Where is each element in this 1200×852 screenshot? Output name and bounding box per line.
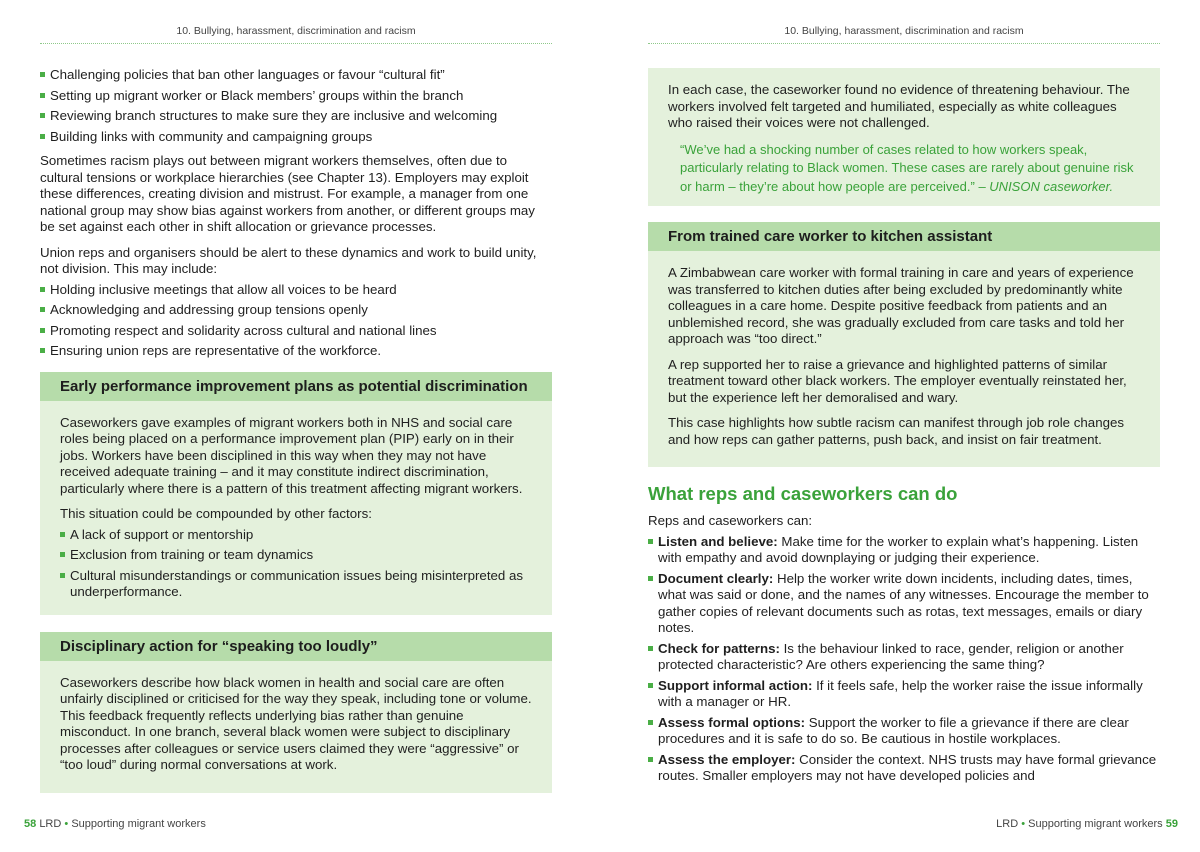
right-content — [648, 68, 1160, 789]
header-divider — [648, 43, 1160, 44]
publisher: LRD — [39, 818, 62, 830]
quote-text: “We’ve had a shocking number of cases related to how workers speak, particularly relating to Black women. These cases are rarely about genuine risk or harm – they’re about how people are perceived.” – — [680, 141, 1134, 194]
actions-bullet-list — [648, 534, 1160, 785]
left-page — [40, 0, 552, 852]
bullet-separator-icon: • — [64, 818, 69, 830]
caseworker-quote — [668, 141, 1140, 197]
box-title: From trained care worker to kitchen assistant — [648, 222, 1160, 251]
footer-right — [996, 818, 1178, 830]
list-item: Exclusion from training or team dynamics — [60, 547, 532, 564]
quote-source: UNISON caseworker. — [989, 178, 1114, 194]
box-title: Early performance improvement plans as potential discrimination — [40, 372, 552, 401]
case-box-speaking — [40, 632, 552, 793]
paragraph: This case highlights how subtle racism can manifest through job role changes and how reps can gather patterns, push back, and insist on fair treatment. — [668, 415, 1125, 447]
action-text: Is the behaviour linked to race, gender, religion or another protected characteristic? Are others experiencing the same thing? — [658, 640, 1124, 672]
paragraph: This situation could be compounded by other factors: — [60, 506, 372, 521]
list-item: Holding inclusive meetings that allow all voices to be heard — [40, 282, 552, 299]
list-item: Building links with community and campaigning groups — [40, 129, 552, 146]
intro-bullet-list — [40, 67, 552, 145]
action-lead: Listen and believe: — [658, 533, 778, 549]
list-item: A lack of support or mentorship — [60, 527, 532, 544]
action-lead: Assess formal options: — [658, 714, 806, 730]
case-box-kitchen — [648, 222, 1160, 467]
list-item: Cultural misunderstandings or communication issues being misinterpreted as underperformance. — [60, 568, 532, 601]
running-head: 10. Bullying, harassment, discrimination and racism — [176, 25, 416, 37]
bullet-separator-icon: • — [1021, 818, 1026, 830]
list-item: Reviewing branch structures to make sure they are inclusive and welcoming — [40, 108, 552, 125]
page-number: 58 — [24, 818, 37, 830]
box-title: Disciplinary action for “speaking too loudly” — [40, 632, 552, 661]
footer-left — [24, 818, 206, 830]
box-body — [40, 661, 552, 793]
list-item: Challenging policies that ban other languages or favour “cultural fit” — [40, 67, 552, 84]
list-item — [648, 641, 1160, 674]
list-item — [648, 678, 1160, 711]
paragraph: Union reps and organisers should be alert to these dynamics and work to build unity, not division. This may include: — [40, 244, 537, 276]
publisher: LRD — [996, 818, 1019, 830]
action-text: If it feels safe, help the worker raise the issue informally with a manager or HR. — [658, 677, 1143, 709]
action-lead: Check for patterns: — [658, 640, 780, 656]
header-divider — [40, 43, 552, 44]
publication-title: Supporting migrant workers — [1028, 818, 1163, 830]
list-item: Promoting respect and solidarity across cultural and national lines — [40, 323, 552, 340]
box-body — [648, 68, 1160, 206]
factor-bullet-list — [60, 527, 532, 601]
list-item: Setting up migrant worker or Black members’ groups within the branch — [40, 88, 552, 105]
list-item — [648, 571, 1160, 637]
case-box-continued — [648, 68, 1160, 206]
action-text: Make time for the worker to explain what’s happening. Listen with empathy and avoid downplaying or judging their experience. — [658, 533, 1139, 565]
page-number: 59 — [1165, 818, 1178, 830]
list-item: Ensuring union reps are representative of the workforce. — [40, 343, 552, 360]
action-text: Support the worker to file a grievance if there are clear procedures and it is safe to do so. Be cautious in hostile workplaces. — [658, 714, 1129, 746]
right-page — [648, 0, 1160, 852]
action-lead: Document clearly: — [658, 570, 774, 586]
paragraph: Reps and caseworkers can: — [648, 513, 813, 528]
paragraph: Caseworkers gave examples of migrant workers both in NHS and social care roles being placed on a performance improvement plan (PIP) early on in their jobs. Workers have been disciplined in this way when they may not have received adequate training – and it may constitute indirect discrimination, particularly where there is a pattern of this treatment affecting migrant workers. — [60, 414, 523, 496]
paragraph: Sometimes racism plays out between migrant workers themselves, often due to cultural tensions or workplace hierarchies (see Chapter 13). Employers may exploit these differences, creating division and mistrust. For example, a manager from one national group may show bias against workers from another, or different groups may be set against each other in shift allocation or grievance processes. — [40, 153, 535, 234]
running-head: 10. Bullying, harassment, discrimination and racism — [784, 25, 1024, 37]
list-item — [648, 752, 1160, 785]
action-lead: Assess the employer: — [658, 751, 796, 767]
action-lead: Support informal action: — [658, 677, 813, 693]
paragraph: A Zimbabwean care worker with formal training in care and years of experience was transferred to kitchen duties after being excluded by predominantly white colleagues in a care home. Despite positive feedback from patients and an unblemished record, she was gradually excluded from care tasks and told her approach was “too direct.” — [668, 265, 1134, 346]
paragraph: A rep supported her to raise a grievance and highlighted patterns of similar treatment toward other black workers. The employer eventually reinstated her, but the experience left her demoralised and wary. — [668, 356, 1127, 405]
paragraph: Caseworkers describe how black women in health and social care are often unfairly disciplined or criticised for the way they speak, including tone or volume. This feedback frequently reflects underlying bias rather than genuine misconduct. In one branch, several black women were subject to disciplinary processes after colleagues or service users claimed they were “aggressive” or “too loud” during normal conversations at work. — [60, 674, 532, 772]
box-body — [648, 251, 1160, 467]
section-heading: What reps and caseworkers can do — [648, 483, 958, 504]
left-content — [40, 67, 552, 793]
list-item — [648, 534, 1160, 567]
action-text: Consider the context. NHS trusts may have formal grievance routes. Smaller employers may not have developed policies and — [658, 751, 1157, 783]
case-box-pip — [40, 372, 552, 615]
box-body — [40, 401, 552, 615]
unity-bullet-list — [40, 282, 552, 360]
publication-title: Supporting migrant workers — [71, 818, 206, 830]
action-text: Help the worker write down incidents, including dates, times, what was said or done, and the names of any witnesses. Encourage the member to gather copies of relevant documents such as rotas, text messages, emails or diary notes. — [658, 570, 1149, 635]
list-item: Acknowledging and addressing group tensions openly — [40, 302, 552, 319]
list-item — [648, 715, 1160, 748]
paragraph: In each case, the caseworker found no evidence of threatening behaviour. The workers involved felt targeted and humiliated, especially as white colleagues who raised their voices were not challenged. — [668, 82, 1130, 130]
